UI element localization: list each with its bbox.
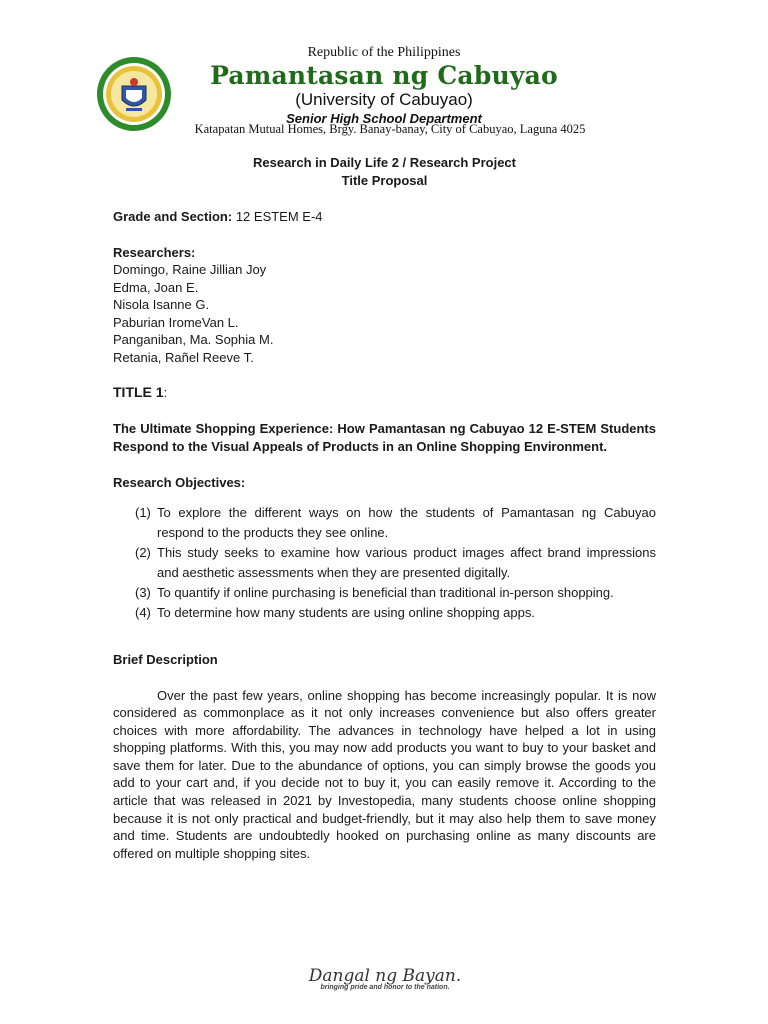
researchers-list [113, 261, 656, 366]
title-heading-colon: : [163, 385, 168, 400]
title-heading-label: TITLE 1 [113, 384, 164, 400]
footer-motto [290, 966, 480, 991]
researcher-name: Panganiban, Ma. Sophia M. [113, 332, 274, 347]
grade-section-value: 12 ESTEM E-4 [235, 209, 323, 224]
title-heading [113, 384, 656, 402]
objective-number: (1) [135, 505, 151, 520]
researcher-name: Domingo, Raine Jillian Joy [113, 262, 267, 277]
objectives-heading: Research Objectives: [113, 474, 246, 490]
course-line: Research in Daily Life 2 / Research Project [252, 155, 516, 170]
university-english-name: (University of Cabuyao) [295, 90, 473, 109]
objective-item [135, 543, 656, 583]
university-seal [96, 56, 172, 132]
university-address: Katapatan Mutual Homes, Brgy. Banay-banay, City of Cabuyao, Laguna 4025 [194, 122, 586, 136]
researcher-name: Nisola Isanne G. [113, 297, 210, 312]
objective-text: To determine how many students are using online shopping apps. [157, 605, 535, 620]
republic-label: Republic of the Philippines [307, 45, 461, 60]
motto-text: Dangal ng Bayan. [308, 966, 462, 986]
objective-text: To explore the different ways on how the students of Pamantasan ng Cabuyao respond to the products they see online. [157, 505, 656, 540]
researchers-label: Researchers: [113, 244, 196, 260]
description-heading: Brief Description [113, 652, 218, 667]
objective-text: This study seeks to examine how various product images affect brand impressions and aesthetic assessments when they are presented digitally. [157, 545, 656, 580]
grade-section-label: Grade and Section: [113, 209, 233, 224]
research-title: The Ultimate Shopping Experience: How Pamantasan ng Cabuyao 12 E-STEM Students Respond to the Visual Appeals of Products in an Online Shopping Environment. [113, 420, 656, 454]
objective-number: (4) [135, 605, 151, 620]
researcher-name: Paburian IromeVan L. [113, 314, 239, 330]
objective-item [135, 583, 656, 603]
objective-number: (3) [135, 585, 151, 600]
researcher-name: Edma, Joan E. [113, 279, 199, 295]
document-body [113, 154, 656, 862]
objective-number: (2) [135, 545, 151, 560]
motto-tagline: bringing pride and honor to the nation. [320, 984, 450, 991]
objective-text: To quantify if online purchasing is beneficial than traditional in-person shopping. [157, 585, 614, 600]
brief-description: Over the past few years, online shopping has become increasingly popular. It is now considered as commonplace as it not only increases convenience but also offers greater choices with more affordability. The advances in technology have helped a lot in using shopping platforms. With this, you may now add products you want to buy to your basket and save them for later. Due to the abundance of options, you can simply browse the goods you add to your cart and, if you decide not to buy it, you can easily remove it. According to the article that was released in 2021 by Investopedia, many students choose online shopping because it is not only practical and budget-friendly, but it may also help them to save money and time. Students are undoubtedly hooked on purchasing online as many discounts are offered on multiple shopping sites. [113, 687, 656, 861]
objective-item [135, 503, 656, 543]
objectives-list [113, 503, 656, 623]
letterhead [180, 44, 588, 127]
department-name: Senior High School Department [286, 111, 482, 126]
university-name: Pamantasan ng Cabuyao [210, 61, 558, 90]
objective-item [135, 603, 656, 623]
document-type: Title Proposal [341, 173, 428, 188]
grade-section [113, 208, 656, 226]
researcher-name: Retania, Rañel Reeve T. [113, 349, 254, 365]
